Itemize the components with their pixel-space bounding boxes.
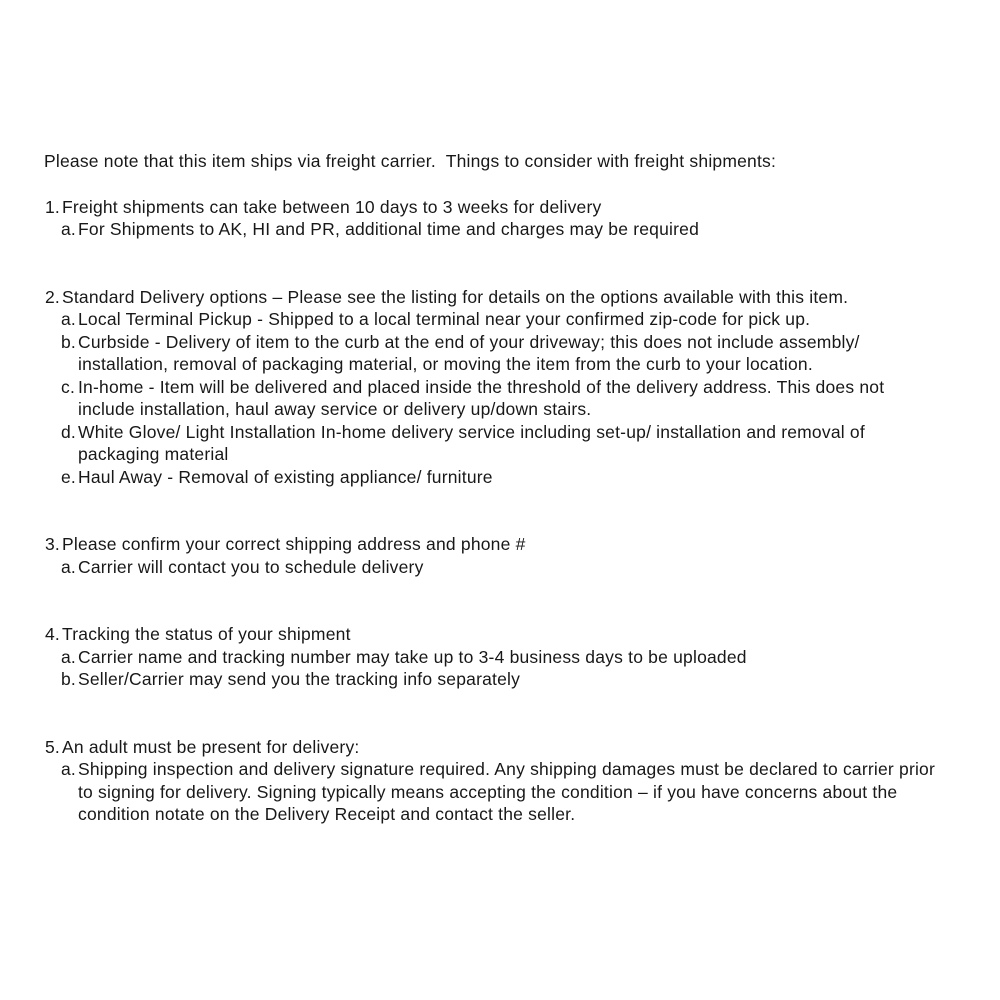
subitem-letter: a. bbox=[61, 646, 76, 667]
subitem-text: Carrier name and tracking number may take up to 3-4 business days to be uploaded bbox=[78, 646, 747, 667]
subitem-letter: c. bbox=[61, 376, 76, 397]
sub-list-item bbox=[62, 556, 944, 579]
item-text: Freight shipments can take between 10 days to 3 weeks for delivery bbox=[62, 196, 602, 217]
sub-list-item bbox=[62, 331, 944, 376]
sub-list-item bbox=[62, 218, 944, 241]
item-text: Please confirm your correct shipping address and phone # bbox=[62, 534, 526, 554]
list-item bbox=[44, 196, 944, 241]
subitem-text: Seller/Carrier may send you the tracking info separately bbox=[78, 669, 521, 689]
item-number: 4. bbox=[45, 624, 60, 644]
subitem-letter: b. bbox=[61, 331, 76, 352]
subitem-text: White Glove/ Light Installation In-home delivery service including set-up/ installation and removal of packaging material bbox=[78, 421, 865, 464]
subitem-letter: a. bbox=[61, 309, 76, 329]
sub-list bbox=[62, 646, 944, 691]
subitem-letter: b. bbox=[61, 669, 76, 689]
subitem-letter: e. bbox=[61, 466, 76, 487]
subitem-text: Shipping inspection and delivery signature required. Any shipping damages must be declared to carrier prior to signing for delivery. Signing typically means accepting the condition – if you have concerns about the condition notate on the Delivery Receipt and contact the seller. bbox=[78, 759, 936, 824]
sub-list bbox=[62, 758, 944, 826]
item-text: Standard Delivery options – Please see the listing for details on the options available with this item. bbox=[62, 286, 849, 307]
intro-paragraph: Please note that this item ships via freight carrier. Things to consider with freight shipments: bbox=[44, 151, 777, 171]
subitem-letter: a. bbox=[61, 219, 76, 239]
subitem-text: Local Terminal Pickup - Shipped to a local terminal near your confirmed zip-code for pick up. bbox=[78, 309, 811, 329]
freight-notes-list bbox=[44, 196, 944, 826]
subitem-text: Carrier will contact you to schedule delivery bbox=[78, 556, 424, 577]
subitem-text: Curbside - Delivery of item to the curb at the end of your driveway; this does not include assembly/ installation, removal of packaging material, or moving the item from the curb to your location. bbox=[78, 331, 860, 374]
sub-list bbox=[62, 308, 944, 488]
item-text: Tracking the status of your shipment bbox=[62, 624, 351, 644]
subitem-letter: a. bbox=[61, 556, 76, 577]
subitem-text: For Shipments to AK, HI and PR, additional time and charges may be required bbox=[78, 219, 700, 239]
list-item bbox=[44, 286, 944, 489]
item-number: 5. bbox=[45, 736, 60, 757]
subitem-letter: a. bbox=[61, 759, 76, 779]
sub-list-item bbox=[62, 646, 944, 669]
subitem-letter: d. bbox=[61, 421, 76, 442]
item-text: An adult must be present for delivery: bbox=[62, 736, 360, 757]
list-item bbox=[44, 623, 944, 691]
sub-list-item bbox=[62, 308, 944, 331]
list-item bbox=[44, 533, 944, 578]
sub-list-item bbox=[62, 668, 944, 691]
sub-list-item bbox=[62, 758, 944, 826]
subitem-text: Haul Away - Removal of existing appliance/ furniture bbox=[78, 466, 493, 487]
sub-list-item bbox=[62, 421, 944, 466]
sub-list bbox=[62, 556, 944, 579]
sub-list bbox=[62, 218, 944, 241]
item-number: 3. bbox=[45, 534, 60, 554]
list-item bbox=[44, 736, 944, 826]
item-number: 2. bbox=[45, 286, 60, 307]
sub-list-item bbox=[62, 466, 944, 489]
subitem-text: In-home - Item will be delivered and placed inside the threshold of the delivery address. This does not include installation, haul away service or delivery up/down stairs. bbox=[78, 376, 885, 419]
item-number: 1. bbox=[45, 196, 60, 217]
sub-list-item bbox=[62, 376, 944, 421]
